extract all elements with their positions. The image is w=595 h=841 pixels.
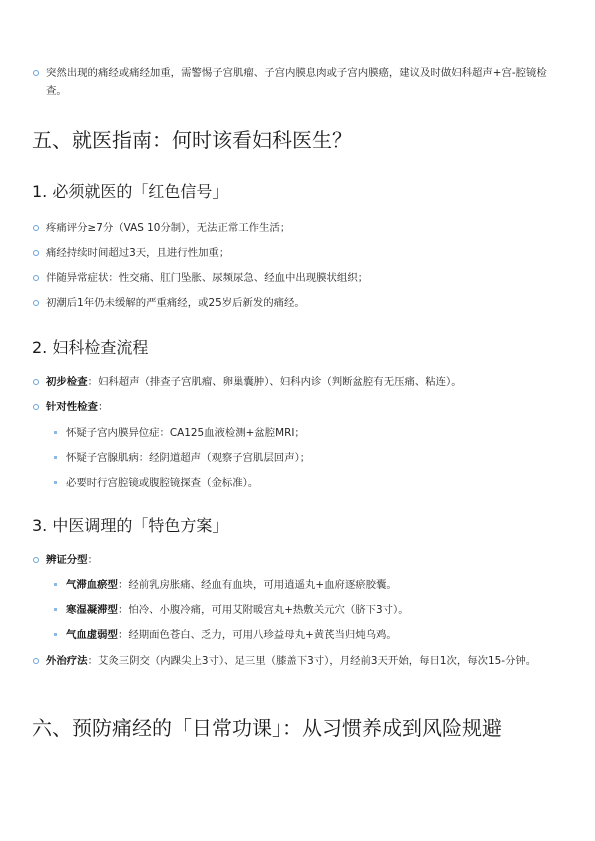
list-item-text: 怀疑子宫内膜异位症：CA125血液检测+盆腔MRI； [66, 427, 305, 439]
list-item-text: 初潮后1年仍未缓解的严重痛经，或25岁后新发的痛经。 [46, 297, 305, 309]
list-item-targeted-exam [32, 398, 560, 416]
bullet-icon [54, 583, 57, 586]
list-item-external-treatment [32, 652, 560, 670]
bullet-icon [54, 481, 57, 484]
list-item [32, 269, 560, 287]
bullet-icon [33, 250, 39, 256]
tcm-heading: 3. 中医调理的「特色方案」 [32, 516, 229, 535]
sub-list-item [52, 424, 560, 442]
list-item-label: 寒湿凝滞型 [66, 604, 118, 616]
list-item-text: 必要时行宫腔镜或腹腔镜探查（金标准）。 [66, 477, 259, 489]
sub-list-item [52, 626, 560, 644]
bullet-icon [54, 633, 57, 636]
sub-list-item [52, 449, 560, 467]
list-item-label: 气血虚弱型 [66, 629, 118, 641]
bullet-icon [54, 456, 57, 459]
list-item [32, 294, 560, 312]
bullet-icon [33, 70, 39, 76]
list-item-text: 痛经持续时间超过3天，且进行性加重； [46, 247, 230, 259]
list-item-text: ：艾灸三阴交（内踝尖上3寸）、足三里（膝盖下3寸），月经前3天开始，每日1次，每次15-分钟。 [87, 655, 537, 667]
bullet-icon [54, 431, 57, 434]
list-item-text: 怀疑子宫腺肌病：经阴道超声（观察子宫肌层回声）； [66, 452, 311, 464]
list-item [32, 244, 560, 262]
sub-list-item [52, 601, 560, 619]
red-signal-heading: 1. 必须就医的「红色信号」 [32, 182, 229, 201]
list-item-label: 气滞血瘀型 [66, 579, 118, 591]
bullet-icon [33, 404, 39, 410]
bullet-icon [33, 557, 39, 563]
list-item [32, 219, 560, 237]
list-item-text: 伴随异常症状：性交痛、肛门坠胀、尿频尿急、经血中出现膜状组织； [46, 272, 369, 284]
list-item-label: 针对性检查 [46, 401, 98, 413]
bullet-icon [33, 379, 39, 385]
list-item-initial-exam [32, 373, 560, 391]
bullet-icon [33, 658, 39, 664]
bullet-icon [33, 300, 39, 306]
list-item-text: ：妇科超声（排查子宫肌瘤、卵巢囊肿）、妇科内诊（判断盆腔有无压痛、粘连）。 [87, 376, 462, 388]
list-item-label: 初步检查 [46, 376, 88, 388]
section-6-heading: 六、预防痛经的「日常功课」：从习惯养成到风险规避 [32, 716, 502, 740]
list-item-text: 疼痛评分≥7分（VAS 10分制），无法正常工作生活； [46, 222, 291, 234]
section-5-heading: 五、就医指南：何时该看妇科医生？ [32, 128, 352, 152]
bullet-icon [54, 608, 57, 611]
list-item-label: 辨证分型 [46, 554, 88, 566]
list-item-text: ：经前乳房胀痛、经血有血块，可用逍遥丸+血府逐瘀胶囊。 [117, 579, 397, 591]
list-item-text: ：怕冷、小腹冷痛，可用艾附暖宫丸+热敷关元穴（脐下3寸）。 [117, 604, 409, 616]
sub-list-item [52, 474, 560, 492]
list-item-text: ：经期面色苍白、乏力，可用八珍益母丸+黄芪当归炖乌鸡。 [117, 629, 397, 641]
sub-list-item [52, 576, 560, 594]
list-item-sudden-pain [32, 64, 560, 100]
list-item-text: 突然出现的痛经或痛经加重，需警惕子宫肌瘤、子宫内膜息肉或子宫内膜癌，建议及时做妇科超声+宫-腔镜检查。 [46, 67, 547, 97]
bullet-icon [33, 225, 39, 231]
exam-heading: 2. 妇科检查流程 [32, 338, 149, 357]
bullet-icon [33, 275, 39, 281]
list-item-text: ： [87, 554, 98, 566]
list-item-label: 外治疗法 [46, 655, 88, 667]
list-item-syndrome [32, 551, 560, 569]
list-item-text: ： [97, 401, 109, 413]
